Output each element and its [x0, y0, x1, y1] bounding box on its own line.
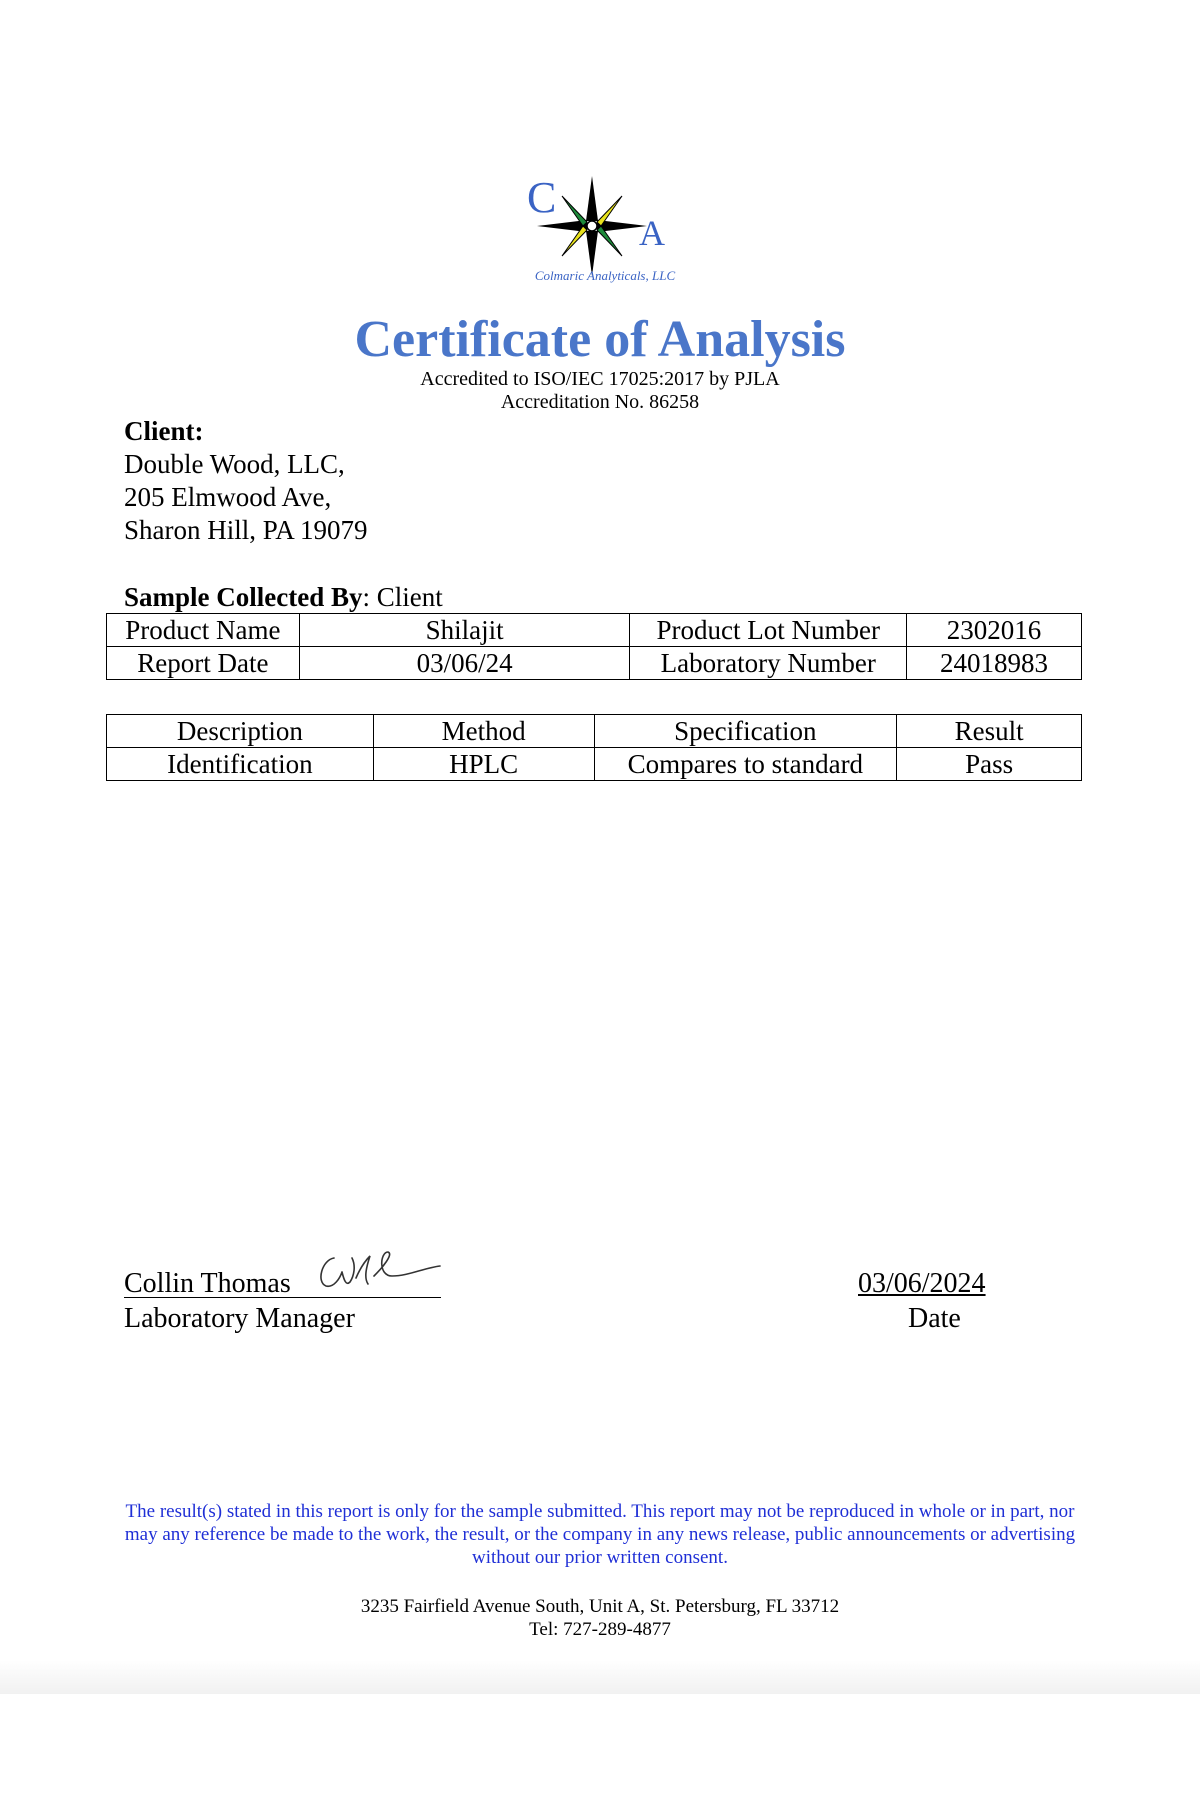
table-cell: Product Name: [107, 614, 300, 647]
footer-phone: Tel: 727-289-4877: [529, 1619, 671, 1640]
column-header: Description: [107, 715, 374, 748]
disclaimer-text: The result(s) stated in this report is only for the sample submitted. This report may not be reproduced in whole or in part, nor may any reference be made to the work, the result, or the company in any news release, public announcements or advertising without our prior written consent.: [124, 1501, 1076, 1568]
accreditation-number: Accreditation No. 86258: [500, 391, 700, 413]
signature-date: 03/06/2024: [858, 1268, 986, 1299]
handwritten-signature: [312, 1246, 442, 1296]
client-city: Sharon Hill, PA 19079: [124, 515, 368, 545]
client-label: Client:: [124, 416, 204, 446]
column-header: Result: [897, 715, 1082, 748]
table-cell: Compares to standard: [594, 748, 897, 781]
footer-address: 3235 Fairfield Avenue South, Unit A, St. Petersburg, FL 33712: [360, 1596, 840, 1617]
table-cell: 2302016: [907, 614, 1082, 647]
table-row: [107, 748, 1082, 781]
table-row: [107, 614, 1082, 647]
signatory-role: Laboratory Manager: [124, 1303, 355, 1334]
page-bottom-edge: [0, 1660, 1200, 1694]
date-label: Date: [908, 1303, 961, 1334]
company-logo: [505, 170, 705, 290]
results-table: [106, 714, 1082, 781]
logo-letter-a: A: [639, 213, 665, 253]
table-cell: Identification: [107, 748, 374, 781]
compass-star-icon: [537, 176, 647, 276]
table-cell: Pass: [897, 748, 1082, 781]
table-cell: Product Lot Number: [630, 614, 907, 647]
footer-contact: [0, 1595, 1200, 1641]
table-cell: 03/06/24: [299, 647, 630, 680]
logo-letter-c: C: [527, 173, 557, 222]
table-row: [107, 647, 1082, 680]
table-cell: 24018983: [907, 647, 1082, 680]
column-header: Method: [373, 715, 594, 748]
signatory-name: Collin Thomas: [124, 1268, 291, 1299]
table-cell: Laboratory Number: [630, 647, 907, 680]
sample-collected-value: : Client: [362, 582, 443, 612]
table-cell: HPLC: [373, 748, 594, 781]
sample-collected-label: Sample Collected By: [124, 582, 363, 612]
page-title: Certificate of Analysis: [354, 311, 846, 368]
product-info-table: [106, 613, 1082, 680]
sample-collected: [124, 582, 443, 613]
accreditation-line: Accredited to ISO/IEC 17025:2017 by PJLA: [420, 368, 780, 390]
client-street: 205 Elmwood Ave,: [124, 482, 332, 512]
column-header: Specification: [594, 715, 897, 748]
table-cell: Shilajit: [299, 614, 630, 647]
table-header-row: [107, 715, 1082, 748]
table-cell: Report Date: [107, 647, 300, 680]
client-name: Double Wood, LLC,: [124, 449, 345, 479]
signature-line: [124, 1297, 441, 1298]
logo-company-name: Colmaric Analyticals, LLC: [534, 268, 676, 283]
